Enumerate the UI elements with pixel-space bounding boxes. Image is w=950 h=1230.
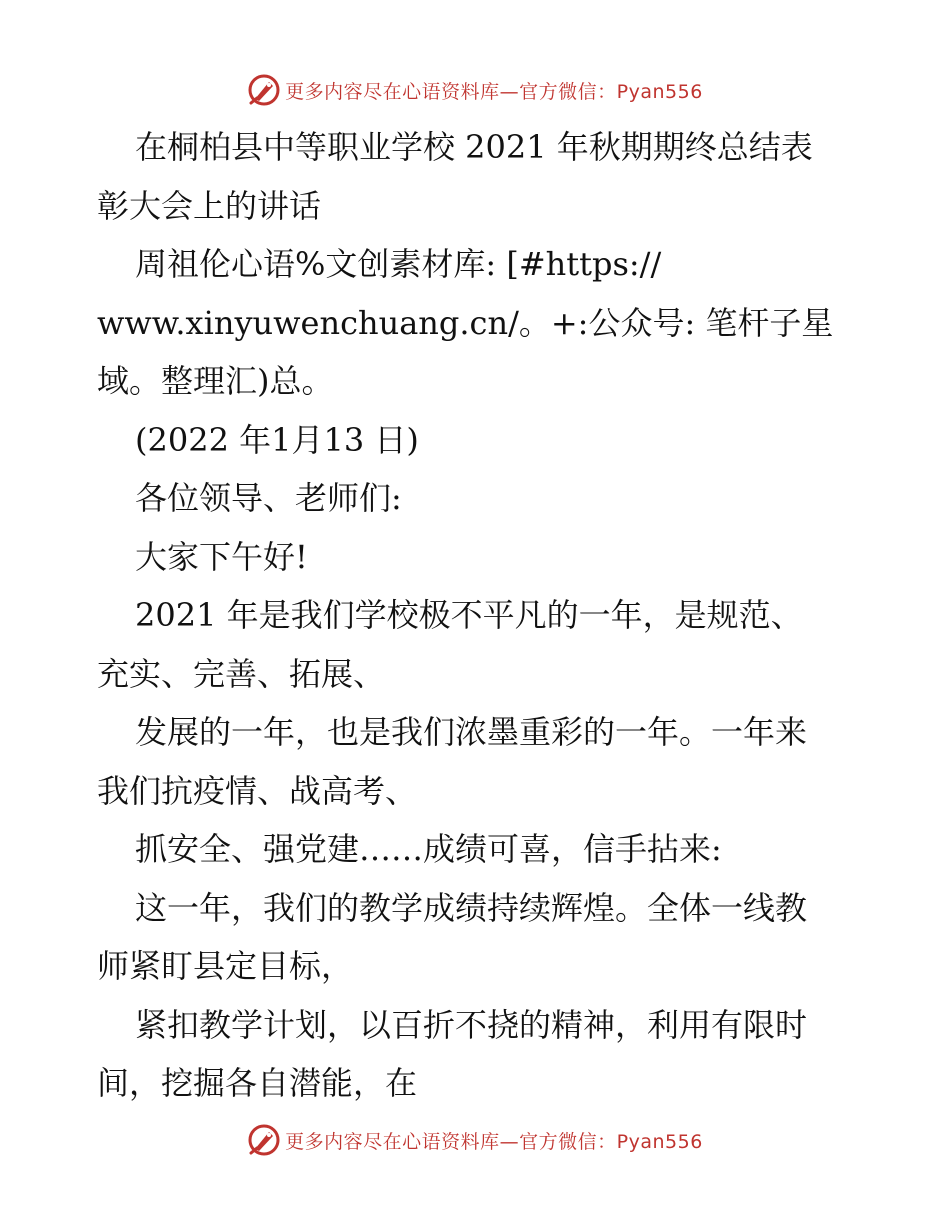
text-line: 大家下午好! xyxy=(135,537,308,576)
text-line: 周祖伦心语%文创素材库: [#https:// xyxy=(135,245,662,283)
text-line: 充实、完善、拓展、 xyxy=(97,654,386,693)
text-line: 2021 年是我们学校极不平凡的一年，是规范、 xyxy=(135,596,803,634)
text-line: 各位领导、老师们: xyxy=(135,479,402,517)
pen-nib-logo-icon xyxy=(247,73,281,107)
text-line: 彰大会上的讲话 xyxy=(97,186,322,225)
text-line: 我们抗疫情、战高考、 xyxy=(97,771,418,810)
text-line: 在桐柏县中等职业学校 2021 年秋期期终总结表 xyxy=(135,128,813,166)
footer-banner xyxy=(0,1120,950,1160)
banner-text: 更多内容尽在心语资料库—官方微信：Pyan556 xyxy=(285,1130,703,1153)
wechat-id: Pyan556 xyxy=(616,80,703,103)
wechat-id: Pyan556 xyxy=(616,1130,703,1153)
text-line: www.xinyuwenchuang.cn/。+:公众号: 笔杆子星 xyxy=(97,303,834,342)
text-line: 抓安全、强党建……成绩可喜，信手拈来: xyxy=(135,830,722,868)
text-line: 发展的一年，也是我们浓墨重彩的一年。一年来 xyxy=(135,713,808,751)
text-line: 这一年，我们的教学成绩持续辉煌。全体一线教 xyxy=(135,888,808,927)
text-line: 域。整理汇)总。 xyxy=(97,362,334,400)
banner-text: 更多内容尽在心语资料库—官方微信：Pyan556 xyxy=(285,80,703,103)
text-line: 紧扣教学计划，以百折不挠的精神，利用有限时 xyxy=(135,1005,808,1044)
pen-nib-logo-icon xyxy=(247,1123,281,1157)
text-line: (2022 年1月13 日) xyxy=(135,420,419,459)
article-body xyxy=(97,118,857,1113)
text-line: 间，挖掘各自潜能，在 xyxy=(97,1064,418,1102)
header-banner xyxy=(0,70,950,110)
text-line: 师紧盯县定目标， xyxy=(97,947,354,985)
